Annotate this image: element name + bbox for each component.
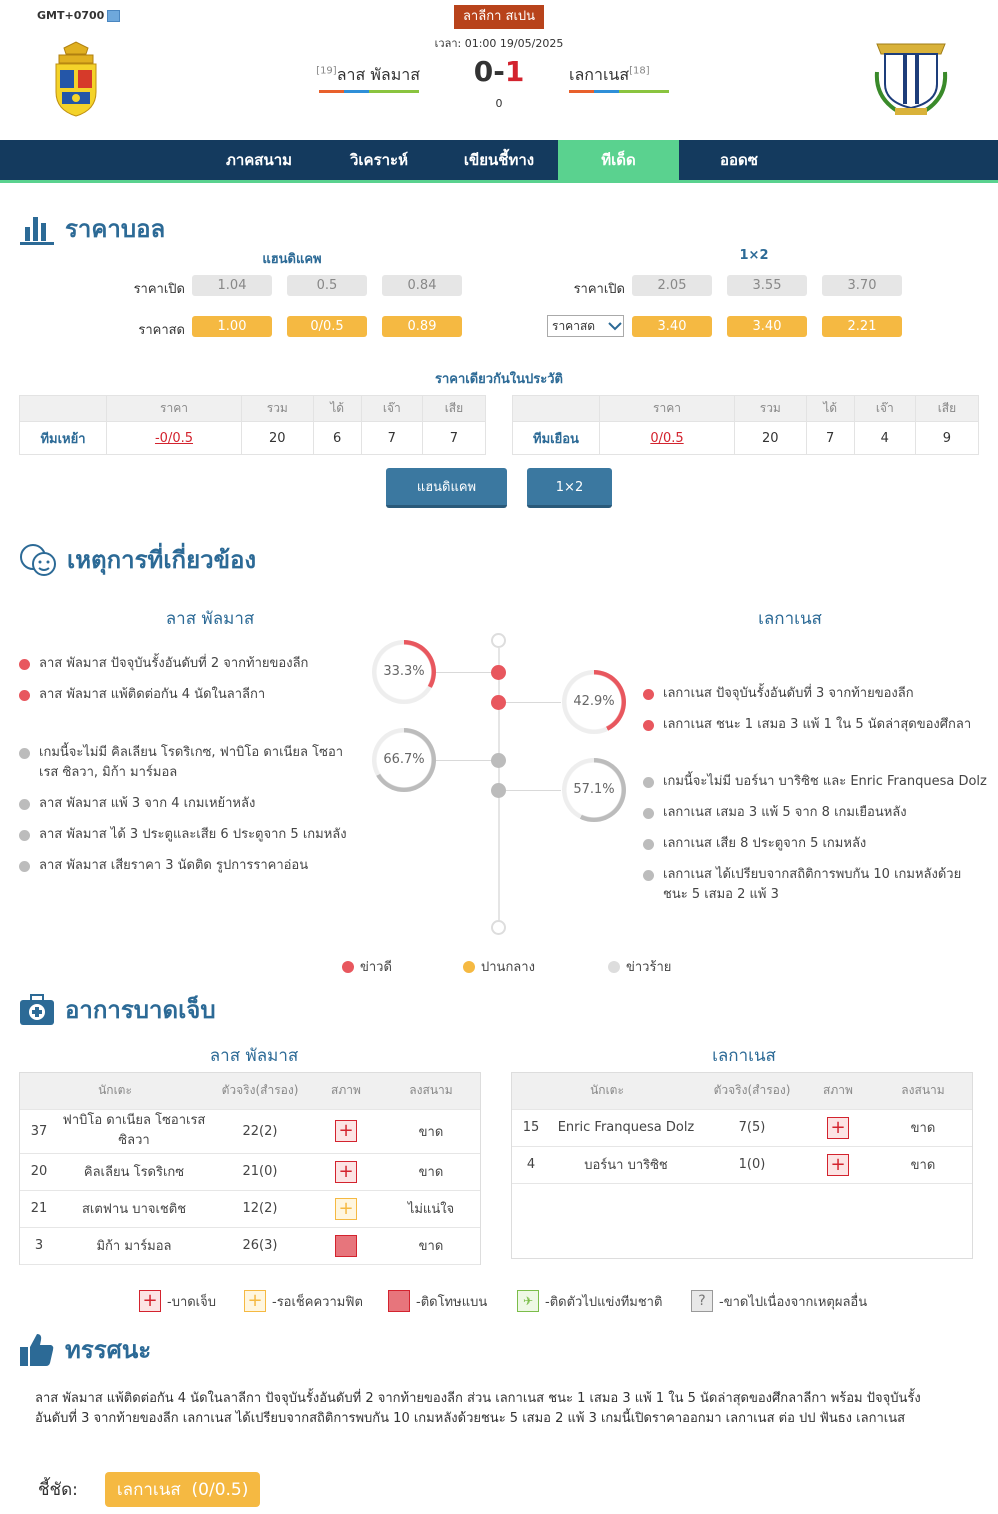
onextwo-open-label: ราคาเปิด (573, 282, 625, 297)
player-play: ขาด (874, 1109, 972, 1146)
player-apps: 1(0) (702, 1146, 802, 1183)
home-history-table (19, 395, 486, 455)
table-row (20, 422, 486, 455)
score-home: 0 (473, 55, 494, 88)
handicap-live-home: 1.00 (192, 316, 272, 337)
thumbs-up-icon (19, 1332, 55, 1368)
player-name[interactable]: ฟาบิโอ ดาเนียล โซอาเรส ซิลวา (62, 1113, 206, 1148)
col-line: ราคา (107, 396, 242, 422)
suspended-icon (388, 1290, 410, 1312)
history-heading: ราคาเดียวกันในประวัติ (434, 372, 564, 387)
bad-dot-icon (608, 961, 620, 973)
home-neutral-event: ลาส พัลมาส แพ้ 3 จาก 4 เกมเหย้าหลัง (19, 794, 359, 814)
league-badge[interactable]: ลาลีกา สเปน (454, 5, 544, 29)
verdict (38, 1472, 260, 1507)
table-row (512, 1109, 972, 1146)
injured-icon: + (827, 1154, 849, 1176)
opinion-text-line1: ลาส พัลมาส แพ้ติดต่อกัน 4 นัดในลาลีกา ปัจจุบันรั้งอันดับที่ 2 จากท้ายของลีก ส่วน เลกาเนส ชนะ 1 เสมอ 3 แพ้ 1 ใน 5 นัดล่าสุดของศึกลาลีกา พร้อม ปัจจุบันรั้ง (35, 1391, 921, 1406)
home-color-bar (319, 90, 419, 93)
away-injury-table-wrap (511, 1072, 973, 1259)
medkit-icon (19, 994, 55, 1026)
handicap-open-line: 0.5 (287, 275, 367, 296)
away-draw: 4 (854, 422, 915, 455)
tab-tips[interactable]: ทีเด็ด (558, 140, 679, 180)
odds-title: ราคาบอล (65, 215, 166, 243)
tab-guide[interactable]: เขียนชี้ทาง (463, 151, 535, 169)
handicap-open-home: 1.04 (192, 275, 272, 296)
question-icon: ? (691, 1290, 713, 1312)
injuries-home-team: ลาส พัลมาส (209, 1046, 299, 1066)
col-player: นักเตะ (512, 1073, 702, 1109)
player-number: 4 (526, 1157, 536, 1172)
odds-type-select[interactable] (547, 315, 624, 337)
opinion-section-title (19, 1330, 151, 1369)
col-lose: เสีย (915, 396, 978, 422)
legend-neutral-label: ปานกลาง (481, 960, 535, 975)
handicap-live-line: 0/0.5 (287, 316, 367, 337)
injured-icon: + (335, 1120, 357, 1142)
timeline-dot-home-good (491, 665, 506, 680)
home-win: 6 (313, 422, 361, 455)
odds-section-title (19, 209, 165, 248)
player-name[interactable]: คิลเลียน โรดริเกซ (83, 1165, 185, 1180)
legend-fitness-label: -รอเช็คความฟิต (272, 1294, 363, 1310)
home-neutral-pct: 66.7% (383, 752, 425, 767)
legend-suspended (388, 1290, 487, 1312)
col-play: ลงสนาม (382, 1073, 480, 1109)
home-injury-table (20, 1073, 480, 1265)
player-number: 21 (30, 1201, 48, 1216)
faces-icon (19, 543, 57, 577)
player-name[interactable]: Enric Franquesa Dolz (557, 1120, 695, 1135)
col-status: สภาพ (802, 1073, 874, 1109)
home-lose: 7 (422, 422, 485, 455)
connector (506, 790, 561, 791)
legend-neutral (463, 956, 535, 977)
handicap-live-away: 0.89 (382, 316, 462, 337)
col-play: ลงสนาม (874, 1073, 972, 1109)
away-neutral-pct: 57.1% (573, 782, 615, 797)
player-name[interactable]: บอร์นา บาริซิช (584, 1158, 668, 1173)
timeline-dot-away-good (491, 695, 506, 710)
col-apps: ตัวจริง(สำรอง) (702, 1073, 802, 1109)
timeline-dot-top (491, 633, 506, 648)
legend-good (342, 956, 392, 977)
legend-national (517, 1290, 662, 1312)
onextwo-open-home: 2.05 (632, 275, 712, 296)
away-win: 7 (806, 422, 854, 455)
clock-icon[interactable] (107, 10, 120, 22)
player-apps: 22(2) (210, 1109, 310, 1153)
legend-injured (139, 1290, 216, 1312)
legend-bad (608, 956, 671, 977)
handicap-heading: แฮนดิแคพ (262, 252, 322, 267)
table-row (512, 1146, 972, 1183)
home-team-logo[interactable] (50, 40, 102, 118)
col-line: ราคา (600, 396, 735, 422)
away-lose: 9 (915, 422, 978, 455)
home-rank: [19] (316, 65, 337, 77)
main-nav (0, 140, 998, 180)
away-injury-table (512, 1073, 972, 1184)
injured-icon: + (335, 1161, 357, 1183)
fitness-check-icon: + (244, 1290, 266, 1312)
injuries-section-title (19, 990, 216, 1029)
onextwo-live-home: 3.40 (632, 316, 712, 337)
away-label: ทีมเยือน (513, 422, 600, 455)
neutral-dot-icon (463, 961, 475, 973)
table-row (513, 422, 979, 455)
away-good-event: เลกาเนส ปัจจุบันรั้งอันดับที่ 3 จากท้ายของลีก (643, 684, 983, 704)
legend-good-label: ข่าวดี (360, 960, 392, 975)
events-section-title (19, 540, 256, 579)
tab-field[interactable]: ภาคสนาม (225, 151, 293, 169)
away-rank: [18] (629, 65, 650, 77)
home-good-pct: 33.3% (383, 664, 425, 679)
connector (436, 672, 491, 673)
home-good-event: ลาส พัลมาส ปัจจุบันรั้งอันดับที่ 2 จากท้ายของลีก (19, 654, 359, 674)
suspended-icon (335, 1235, 357, 1257)
player-apps: 21(0) (210, 1153, 310, 1190)
away-neutral-event: เลกาเนส ได้เปรียบจากสถิติการพบกัน 10 เกมหลังด้วยชนะ 5 เสมอ 2 แพ้ 3 (643, 865, 983, 905)
score-away: 1 (504, 55, 525, 88)
col-win: ได้ (806, 396, 854, 422)
player-number: 37 (30, 1123, 48, 1139)
onextwo-live-draw: 3.40 (727, 316, 807, 337)
handicap-live-label: ราคาสด (138, 323, 185, 338)
onextwo-open-draw: 3.55 (727, 275, 807, 296)
opinion-title: ทรรศนะ (65, 1336, 152, 1364)
home-team-name[interactable] (300, 63, 420, 88)
table-row (20, 1153, 480, 1190)
good-dot-icon (342, 961, 354, 973)
away-neutral-event: เลกาเนส เสีย 8 ประตูจาก 5 เกมหลัง (643, 834, 983, 854)
away-line-link[interactable]: 0/0.5 (650, 430, 684, 446)
onextwo-live-away: 2.21 (822, 316, 902, 337)
legend-suspended-label: -ติดโทษแบน (416, 1294, 488, 1310)
col-status: สภาพ (310, 1073, 382, 1109)
injured-icon: + (827, 1117, 849, 1139)
onextwo-heading: 1×2 (739, 248, 769, 263)
away-neutral-event: เกมนี้จะไม่มี บอร์นา บาริซิช และ Enric Franquesa Dolz (643, 772, 988, 792)
player-name[interactable]: มิก้า มาร์มอล (96, 1239, 172, 1254)
player-apps: 7(5) (702, 1109, 802, 1146)
injuries-title: อาการบาดเจ็บ (65, 996, 216, 1024)
table-row (20, 1109, 480, 1153)
home-label: ทีมเหย้า (20, 422, 107, 455)
timezone[interactable] (37, 9, 120, 22)
player-number: 3 (34, 1238, 44, 1253)
verdict-label: ชี้ชัด: (38, 1480, 78, 1500)
injured-icon: + (139, 1290, 161, 1312)
away-color-bar (569, 90, 669, 93)
player-apps: 12(2) (210, 1190, 310, 1227)
tab-odds[interactable]: ออดซ (720, 151, 758, 169)
player-play: ขาด (382, 1153, 480, 1190)
legend-bad-label: ข่าวร้าย (626, 960, 672, 975)
away-total: 20 (735, 422, 807, 455)
col-draw: เจ๊า (854, 396, 915, 422)
col-draw: เจ๊า (361, 396, 422, 422)
col-lose: เสีย (422, 396, 485, 422)
match-time: เวลา: 01:00 19/05/2025 (434, 37, 564, 50)
home-draw: 7 (361, 422, 422, 455)
player-play: ขาด (382, 1227, 480, 1264)
home-name: ลาส พัลมาส (336, 65, 420, 84)
away-neutral-ring (562, 758, 626, 822)
odds-type-value: ราคาสด (552, 319, 596, 333)
timeline-dot-bottom (491, 920, 506, 935)
nav-underline (0, 180, 998, 183)
player-play: ไม่แน่ใจ (382, 1190, 480, 1227)
away-name: เลกาเนส (569, 65, 630, 84)
player-name[interactable]: สเตฟาน บาจเชติช (81, 1202, 187, 1217)
score (449, 55, 549, 88)
handicap-button[interactable]: แฮนดิแคพ (386, 468, 507, 508)
onextwo-open-away: 3.70 (822, 275, 902, 296)
legend-fitness (244, 1290, 363, 1312)
airplane-icon: ✈ (517, 1290, 539, 1312)
away-good-event: เลกาเนส ชนะ 1 เสมอ 3 แพ้ 1 ใน 5 นัดล่าสุดของศึกลา (643, 715, 983, 735)
events-title: เหตุการที่เกี่ยวข้อง (67, 546, 257, 574)
col-player: นักเตะ (20, 1073, 210, 1109)
home-neutral-event: ลาส พัลมาส เสียราคา 3 นัดติด รูปการราคาอ่อน (19, 856, 359, 876)
chevron-down-icon (607, 320, 623, 332)
home-injury-table-wrap (19, 1072, 481, 1265)
events-away-team: เลกาเนส (758, 609, 822, 629)
onextwo-button[interactable]: 1×2 (527, 468, 612, 508)
handicap-open-away: 0.84 (382, 275, 462, 296)
timeline-dot-away-neutral (491, 783, 506, 798)
away-good-pct: 42.9% (573, 694, 615, 709)
col-win: ได้ (313, 396, 361, 422)
legend-other (691, 1290, 867, 1312)
opinion-text-box[interactable] (35, 1391, 945, 1430)
half-time-score: 0 (495, 97, 503, 110)
legend-other-label: -ขาดไปเนื่องจากเหตุผลอื่น (719, 1294, 868, 1310)
events-home-team: ลาส พัลมาส (165, 609, 255, 629)
timeline-dot-home-neutral (491, 753, 506, 768)
player-number: 20 (30, 1164, 48, 1179)
home-line-link[interactable]: -0/0.5 (154, 430, 194, 446)
handicap-open-label: ราคาเปิด (133, 282, 185, 297)
table-row (20, 1190, 480, 1227)
table-row (20, 1227, 480, 1264)
home-neutral-ring (372, 728, 436, 792)
home-good-event: ลาส พัลมาส แพ้ติดต่อกัน 4 นัดในลาลีกา (19, 685, 359, 705)
col-apps: ตัวจริง(สำรอง) (210, 1073, 310, 1109)
opinion-text-line2: อันดับที่ 3 จากท้ายของลีก เลกาเนส ได้เปรียบจากสถิติการพบกัน 10 เกมหลังด้วยชนะ 5 เสมอ 2 แพ้ 3 เกมนี้เปิดราคาออกมา เลกาเนส ต่อ ปป ฟันธง เลกาเนส (35, 1411, 906, 1426)
score-separator: - (493, 55, 505, 88)
home-total: 20 (242, 422, 314, 455)
away-neutral-event: เลกาเนส เสมอ 3 แพ้ 5 จาก 8 เกมเยือนหลัง (643, 803, 983, 823)
legend-injured-label: -บาดเจ็บ (167, 1294, 216, 1310)
col-total: รวม (242, 396, 314, 422)
verdict-pick: เลกาเนส (0/0.5) (105, 1472, 261, 1507)
player-play: ขาด (382, 1109, 480, 1153)
fitness-check-icon: + (335, 1198, 357, 1220)
away-good-ring (562, 670, 626, 734)
player-number: 15 (522, 1120, 540, 1135)
legend-national-label: -ติดตัวไปแข่งทีมชาติ (545, 1294, 663, 1310)
away-history-table (512, 395, 979, 455)
home-good-ring (372, 640, 436, 704)
home-neutral-event: ลาส พัลมาส ได้ 3 ประตูและเสีย 6 ประตูจาก 5 เกมหลัง (19, 825, 359, 845)
connector (436, 760, 491, 761)
injuries-away-team: เลกาเนส (712, 1046, 776, 1066)
player-play: ขาด (874, 1146, 972, 1183)
bar-chart-icon (19, 213, 55, 245)
connector (506, 702, 561, 703)
away-team-logo[interactable] (873, 42, 949, 116)
away-team-name[interactable] (569, 63, 689, 88)
col-total: รวม (735, 396, 807, 422)
player-apps: 26(3) (210, 1227, 310, 1264)
tab-analysis[interactable]: วิเคราะห์ (349, 151, 408, 169)
home-neutral-event: เกมนี้จะไม่มี คิลเลียน โรดริเกซ, ฟาบิโอ ดาเนียล โซอาเรส ซิลวา, มิก้า มาร์มอล (19, 743, 359, 783)
timezone-label: GMT+0700 (37, 9, 105, 22)
